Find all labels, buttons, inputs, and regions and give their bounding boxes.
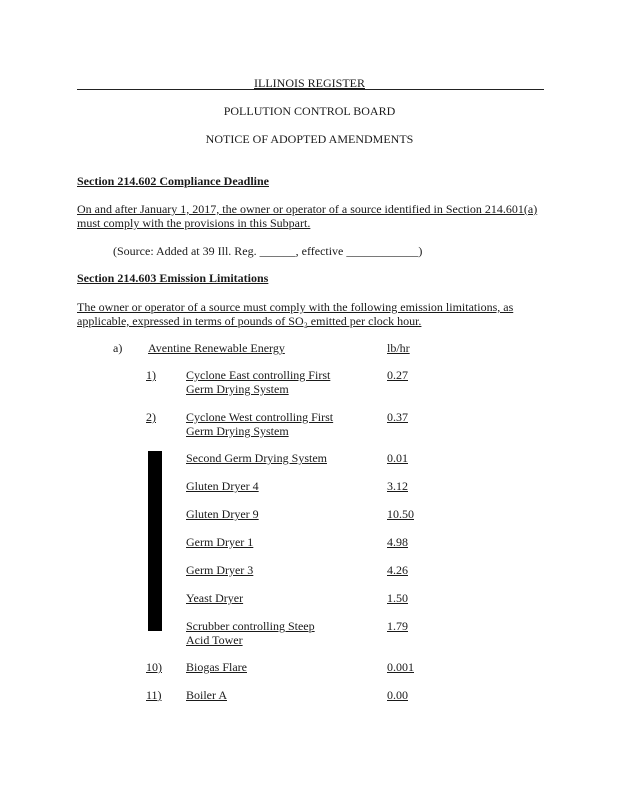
section-603-heading: Section 214.603 Emission Limitations bbox=[77, 271, 269, 285]
section-603-para-line2: applicable, expressed in terms of pounds of SO₂ emitted per clock hour. bbox=[77, 314, 422, 328]
row-limit-value: 4.26 bbox=[387, 563, 408, 577]
section-602-para-line1: On and after January 1, 2017, the owner or operator of a source identified in Section 214.601(a) bbox=[77, 202, 538, 216]
row-number: 11) bbox=[146, 688, 162, 702]
row-number: 2) bbox=[146, 410, 156, 424]
row-source-name-line: Acid Tower bbox=[186, 633, 243, 647]
row-source-name bbox=[186, 591, 376, 605]
row-number: 1) bbox=[146, 368, 156, 382]
row-source-name bbox=[186, 479, 376, 493]
row-source-name-line: Cyclone East controlling First bbox=[186, 368, 331, 382]
row-source-name bbox=[186, 619, 376, 647]
section-602-heading: Section 214.602 Compliance Deadline bbox=[77, 174, 269, 188]
section-602-source-note: (Source: Added at 39 Ill. Reg. ______, effective ____________) bbox=[113, 244, 423, 258]
section-602-para-line2: must comply with the provisions in this Subpart. bbox=[77, 216, 311, 230]
row-source-name-line: Boiler A bbox=[186, 688, 227, 702]
row-limit-value: 0.01 bbox=[387, 451, 408, 465]
row-source-name bbox=[186, 507, 376, 521]
row-limit-value: 0.001 bbox=[387, 660, 414, 674]
row-source-name bbox=[186, 660, 376, 674]
row-source-name-line: Gluten Dryer 9 bbox=[186, 507, 259, 521]
row-number: 10) bbox=[146, 660, 162, 674]
unit-header: lb/hr bbox=[387, 341, 410, 355]
row-source-name-line: Scrubber controlling Steep bbox=[186, 619, 315, 633]
notice-title: NOTICE OF ADOPTED AMENDMENTS bbox=[205, 132, 414, 146]
row-limit-value: 0.27 bbox=[387, 368, 408, 382]
row-source-name bbox=[186, 410, 376, 438]
row-source-name-line: Cyclone West controlling First bbox=[186, 410, 334, 424]
header-rule bbox=[77, 89, 544, 90]
row-source-name-line: Biogas Flare bbox=[186, 660, 247, 674]
row-limit-value: 0.00 bbox=[387, 688, 408, 702]
row-source-name-line: Germ Drying System bbox=[186, 382, 289, 396]
item-label: a) bbox=[113, 341, 123, 355]
row-source-name-line: Yeast Dryer bbox=[186, 591, 244, 605]
board-title: POLLUTION CONTROL BOARD bbox=[223, 104, 396, 118]
row-source-name-line: Germ Dryer 1 bbox=[186, 535, 254, 549]
row-limit-value: 3.12 bbox=[387, 479, 408, 493]
row-source-name bbox=[186, 451, 376, 465]
row-limit-value: 1.50 bbox=[387, 591, 408, 605]
row-limit-value: 4.98 bbox=[387, 535, 408, 549]
section-603-para-line1: The owner or operator of a source must comply with the following emission limitations, as bbox=[77, 300, 514, 314]
row-source-name bbox=[186, 535, 376, 549]
row-source-name bbox=[186, 688, 376, 702]
redaction-bar bbox=[148, 451, 162, 631]
row-source-name-line: Germ Drying System bbox=[186, 424, 289, 438]
row-limit-value: 0.37 bbox=[387, 410, 408, 424]
row-source-name-line: Germ Dryer 3 bbox=[186, 563, 254, 577]
row-limit-value: 1.79 bbox=[387, 619, 408, 633]
facility-name: Aventine Renewable Energy bbox=[148, 341, 285, 355]
row-source-name-line: Second Germ Drying System bbox=[186, 451, 327, 465]
row-source-name bbox=[186, 563, 376, 577]
row-limit-value: 10.50 bbox=[387, 507, 414, 521]
row-source-name bbox=[186, 368, 376, 396]
register-title: ILLINOIS REGISTER bbox=[254, 76, 365, 90]
row-source-name-line: Gluten Dryer 4 bbox=[186, 479, 259, 493]
